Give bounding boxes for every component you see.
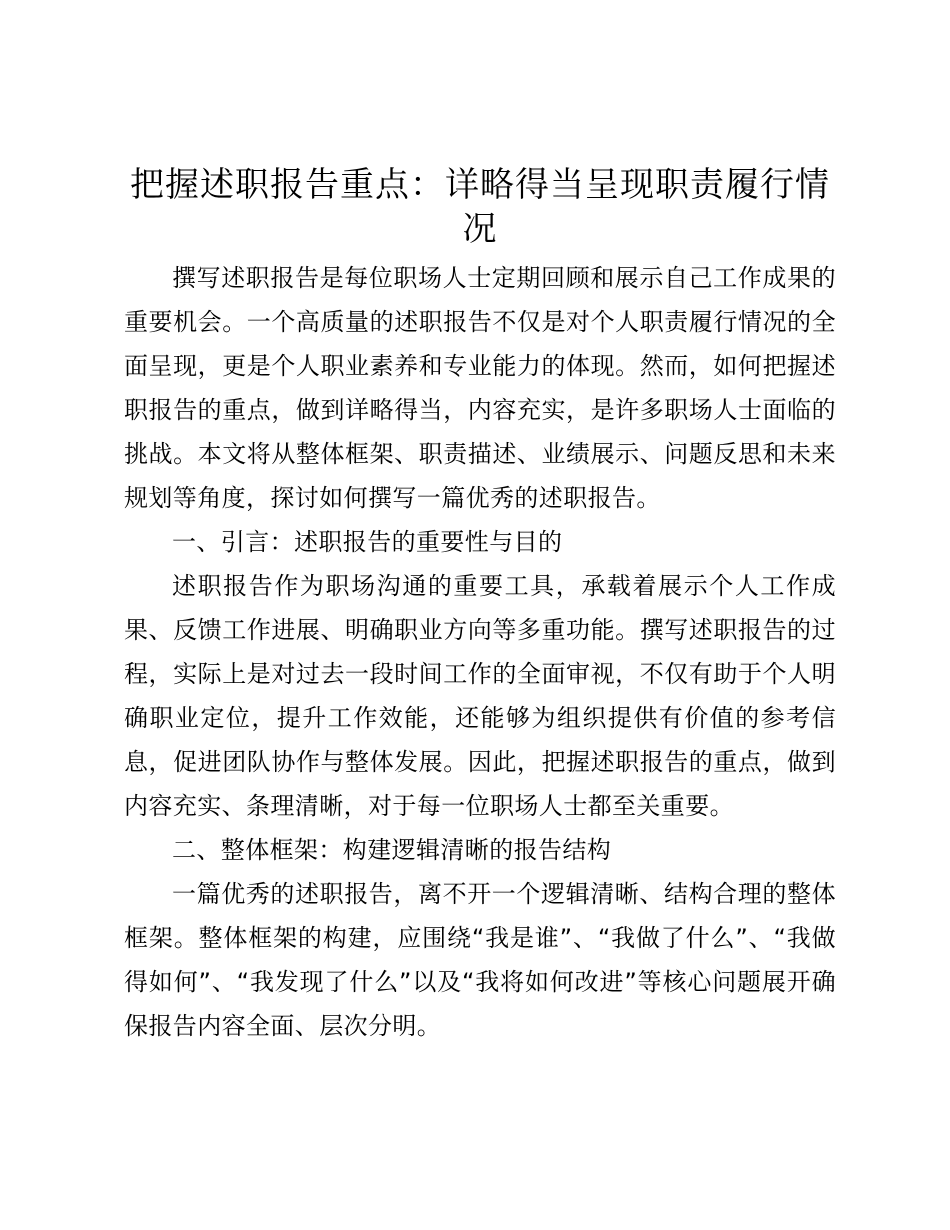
section-heading-framework: 二、整体框架：构建逻辑清晰的报告结构 <box>172 836 612 864</box>
section-paragraph-framework: 一篇优秀的述职报告，离不开一个逻辑清晰、结构合理的整体框架。整体框架的构建，应围绕“我是谁”、“我做了什么”、“我做得如何”、“我发现了什么”以及“我将如何改进”等核心问题展开确保报告内容全面、层次分明。 <box>124 880 836 1040</box>
document-body <box>124 256 836 1048</box>
section-paragraph-introduction: 述职报告作为职场沟通的重要工具，承载着展示个人工作成果、反馈工作进展、明确职业方向等多重功能。撰写述职报告的过程，实际上是对过去一段时间工作的全面审视，不仅有助于个人明确职业定位，提升工作效能，还能够为组织提供有价值的参考信息，促进团队协作与整体发展。因此，把握述职报告的重点，做到内容充实、条理清晰，对于每一位职场人士都至关重要。 <box>124 572 836 820</box>
section-heading-introduction: 一、引言：述职报告的重要性与目的 <box>172 528 563 556</box>
document-title: 把握述职报告重点：详略得当呈现职责履行情况 <box>130 165 830 249</box>
intro-paragraph: 撰写述职报告是每位职场人士定期回顾和展示自己工作成果的重要机会。一个高质量的述职报告不仅是对个人职责履行情况的全面呈现，更是个人职业素养和专业能力的体现。然而，如何把握述职报告的重点，做到详略得当，内容充实，是许多职场人士面临的挑战。本文将从整体框架、职责描述、业绩展示、问题反思和未来规划等角度，探讨如何撰写一篇优秀的述职报告。 <box>124 264 836 512</box>
